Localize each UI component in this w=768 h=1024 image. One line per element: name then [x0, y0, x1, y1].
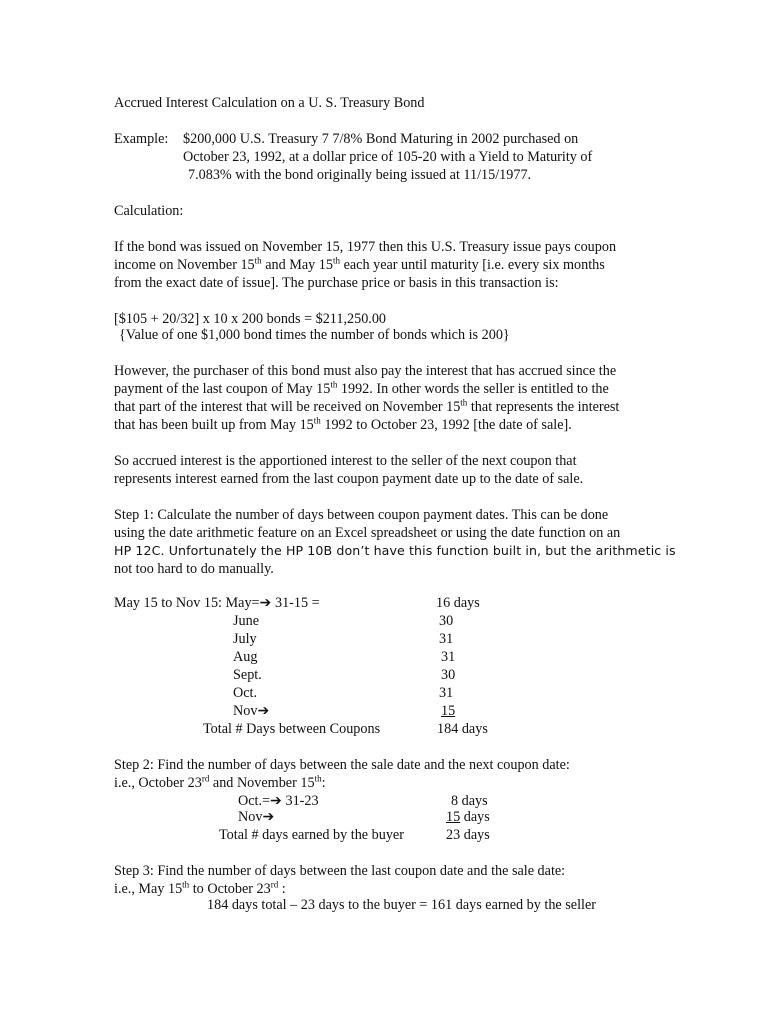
step1-line-3: HP 12C. Unfortunately the HP 10B don’t have this function built in, but the arithmetic is [114, 543, 676, 558]
table1-label-june: June [233, 613, 260, 629]
step3-line-2: i.e., May 15th to October 23rd : [114, 879, 286, 897]
document-title: Accrued Interest Calculation on a U. S. Treasury Bond [114, 95, 425, 111]
arrow-right-icon: ➔ [259, 595, 272, 611]
example-line-1: $200,000 U.S. Treasury 7 7/8% Bond Maturing in 2002 purchased on [183, 131, 579, 147]
para2-line-3: that part of the interest that will be received on November 15th that represents the interest [114, 397, 620, 415]
table1-value-july: 31 [439, 631, 454, 647]
step2-line-1: Step 2: Find the number of days between the sale date and the next coupon date: [114, 757, 570, 773]
para2-line-4: that has been built up from May 15th 1992 to October 23, 1992 [the date of sale]. [114, 415, 572, 433]
arrow-right-icon: ➔ [270, 793, 282, 809]
table1-value-oct: 31 [439, 685, 454, 701]
arrow-right-icon: ➔ [257, 703, 270, 719]
example-label: Example: [114, 131, 169, 147]
para1-line-3: from the exact date of issue]. The purchase price or basis in this transaction is: [114, 275, 559, 291]
example-line-3: 7.083% with the bond originally being issued at 11/15/1977. [188, 167, 532, 183]
table1-value-aug: 31 [441, 649, 456, 665]
arrow-right-icon: ➔ [262, 809, 275, 825]
step3-line-3: 184 days total – 23 days to the buyer = 161 days earned by the seller [207, 897, 596, 913]
step1-line-2: using the date arithmetic feature on an Excel spreadsheet or using the date function on an [114, 525, 621, 541]
step2-row2-label: Nov➔ [238, 809, 275, 825]
step2-row1-value: 8 days [451, 793, 488, 809]
para3-line-1: So accrued interest is the apportioned interest to the seller of the next coupon that [114, 453, 577, 469]
step2-row1-label: Oct.=➔ 31-23 [238, 793, 319, 809]
para2-line-1: However, the purchaser of this bond must also pay the interest that has accrued since the [114, 363, 617, 379]
step2-line-2: i.e., October 23rd and November 15th: [114, 773, 326, 791]
table1-total-label: Total # Days between Coupons [203, 721, 381, 737]
para1-line-2: income on November 15th and May 15th each year until maturity [i.e. every six months [114, 255, 605, 273]
table1-label-oct: Oct. [233, 685, 258, 701]
table1-total-value: 184 days [437, 721, 488, 737]
para2-line-2: payment of the last coupon of May 15th 1992. In other words the seller is entitled to the [114, 379, 609, 397]
table1-label-nov: Nov➔ [233, 703, 270, 719]
table1-value-0: 16 days [436, 595, 480, 611]
para1-line-1: If the bond was issued on November 15, 1977 then this U.S. Treasury issue pays coupon [114, 239, 617, 255]
formula-line-1: [$105 + 20/32] x 10 x 200 bonds = $211,250.00 [114, 311, 387, 327]
example-line-2: October 23, 1992, at a dollar price of 105-20 with a Yield to Maturity of [183, 149, 593, 165]
step2-total-value: 23 days [446, 827, 490, 843]
table1-label-aug: Aug [233, 649, 258, 665]
step1-line-4: not too hard to do manually. [114, 561, 274, 577]
table1-value-june: 30 [439, 613, 454, 629]
step2-row2-value: 15 days [446, 809, 490, 825]
step2-total-label: Total # days earned by the buyer [219, 827, 404, 843]
table1-value-sept: 30 [441, 667, 456, 683]
table1-label-sept: Sept. [233, 667, 262, 683]
calculation-heading: Calculation: [114, 203, 184, 219]
step1-line-1: Step 1: Calculate the number of days between coupon payment dates. This can be done [114, 507, 609, 523]
formula-line-2: {Value of one $1,000 bond times the number of bonds which is 200} [119, 327, 510, 343]
table1-heading: May 15 to Nov 15: May=➔ 31-15 = [114, 595, 320, 611]
step3-line-1: Step 3: Find the number of days between the last coupon date and the sale date: [114, 863, 566, 879]
para3-line-2: represents interest earned from the last coupon payment date up to the date of sale. [114, 471, 584, 487]
table1-value-nov: 15 [441, 703, 456, 719]
table1-label-july: July [233, 631, 257, 647]
